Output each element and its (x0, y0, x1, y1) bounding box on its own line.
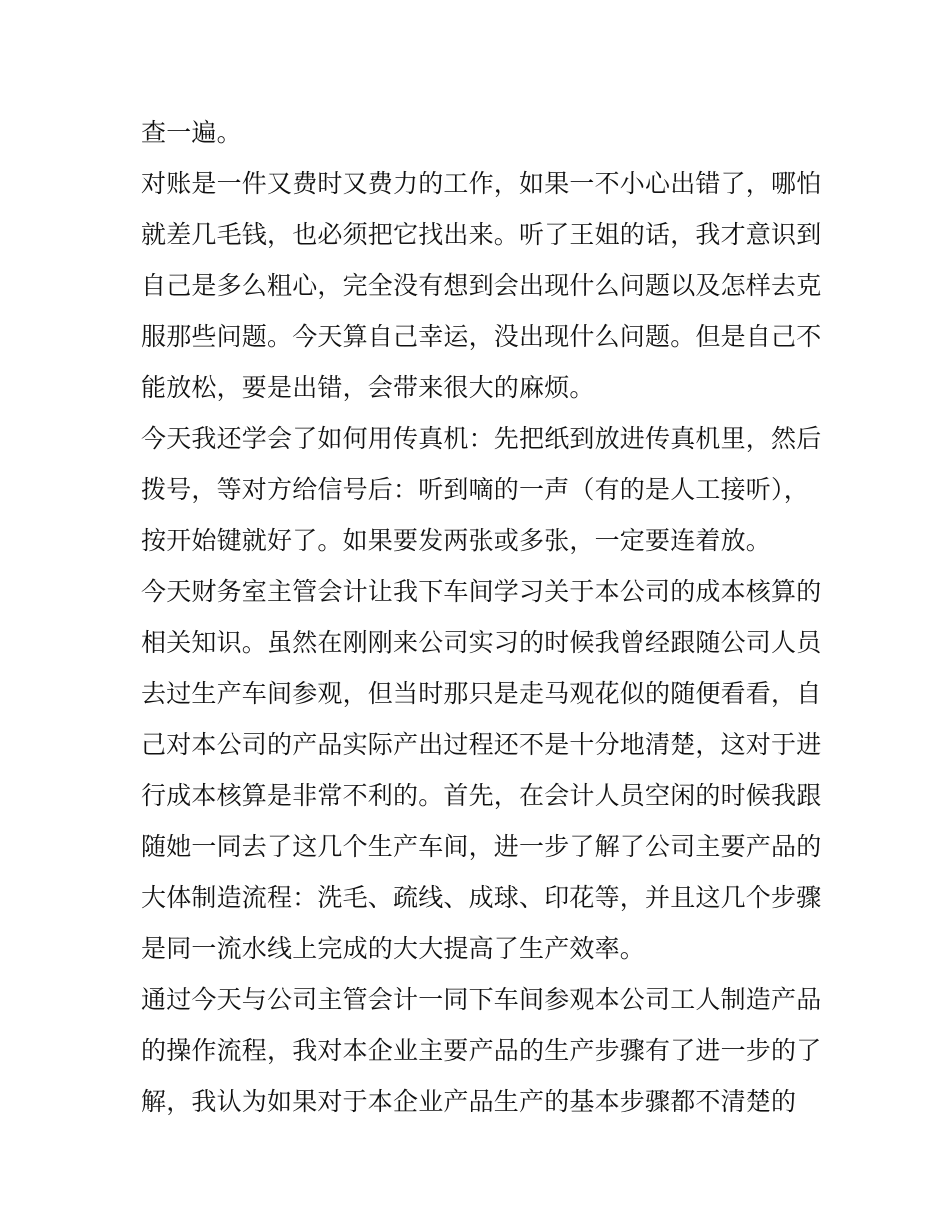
text-line: 去过生产车间参观，但当时那只是走马观花似的随便看看，自 (141, 679, 822, 708)
text-line: 己对本公司的产品实际产出过程还不是十分地清楚，这对于进 (141, 730, 822, 759)
text-line: 就差几毛钱，也必须把它找出来。听了王姐的话，我才意识到 (141, 220, 822, 249)
text-line: 查一遍。 (141, 118, 242, 147)
text-line: 对账是一件又费时又费力的工作，如果一不小心出错了，哪怕 (141, 169, 822, 198)
text-line: 行成本核算是非常不利的。首先，在会计人员空闲的时候我跟 (141, 781, 822, 810)
text-line: 随她一同去了这几个生产车间，进一步了解了公司主要产品的 (141, 832, 822, 861)
text-line: 按开始键就好了。如果要发两张或多张，一定要连着放。 (141, 526, 772, 555)
text-line: 大体制造流程：洗毛、疏线、成球、印花等，并且这几个步骤 (141, 883, 822, 912)
document-body (141, 107, 822, 1127)
text-line: 今天财务室主管会计让我下车间学习关于本公司的成本核算的 (141, 577, 822, 606)
text-line: 解，我认为如果对于本企业产品生产的基本步骤都不清楚的 (141, 1087, 797, 1116)
text-line: 相关知识。虽然在刚刚来公司实习的时候我曾经跟随公司人员 (141, 628, 822, 657)
text-line: 的操作流程，我对本企业主要产品的生产步骤有了进一步的了 (141, 1036, 822, 1065)
text-line: 能放松，要是出错，会带来很大的麻烦。 (141, 373, 595, 402)
text-line: 通过今天与公司主管会计一同下车间参观本公司工人制造产品 (141, 985, 822, 1014)
text-line: 服那些问题。今天算自己幸运，没出现什么问题。但是自己不 (141, 322, 822, 351)
text-line: 拨号，等对方给信号后：听到嘀的一声（有的是人工接听）， (141, 475, 809, 504)
text-line: 自己是多么粗心，完全没有想到会出现什么问题以及怎样去克 (141, 271, 822, 300)
text-line: 是同一流水线上完成的大大提高了生产效率。 (141, 934, 646, 963)
text-line: 今天我还学会了如何用传真机：先把纸到放进传真机里，然后 (141, 424, 822, 453)
